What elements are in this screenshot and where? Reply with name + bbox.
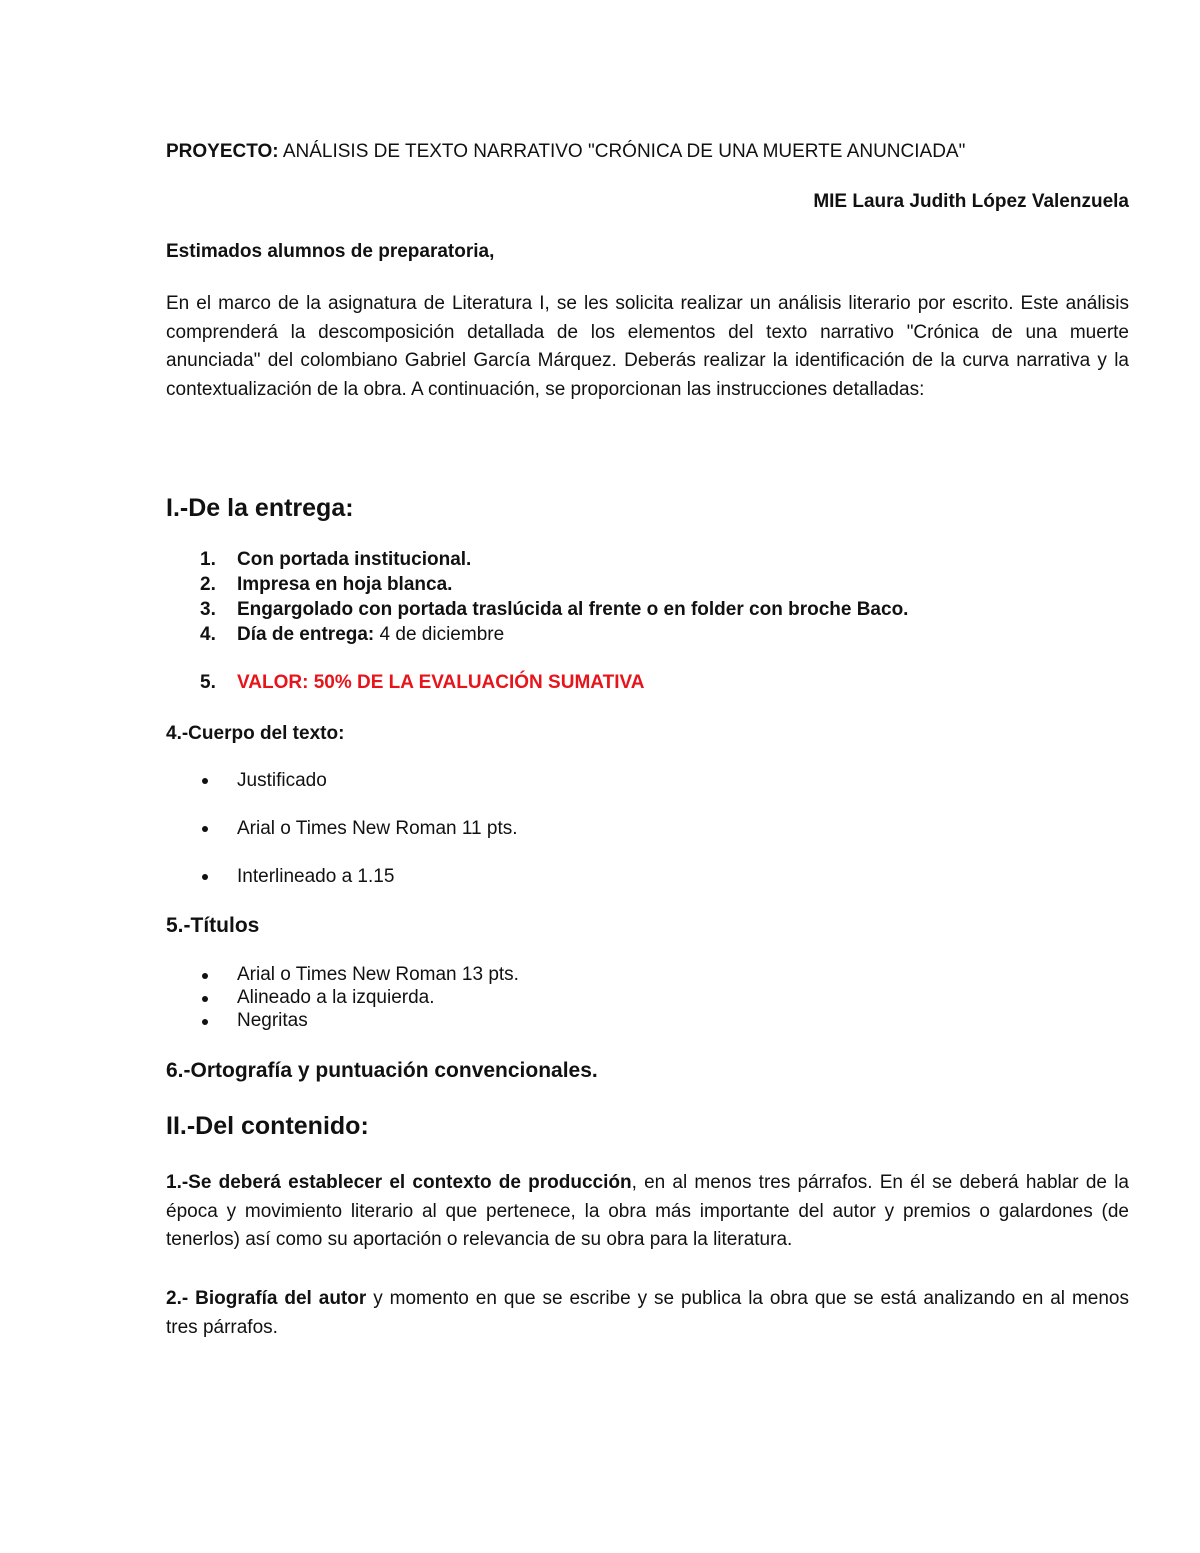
bullet-icon	[202, 1019, 208, 1025]
titles-list	[166, 963, 1129, 1032]
list-item-value: 5. VALOR: 50% DE LA EVALUACIÓN SUMATIVA	[200, 672, 645, 693]
titles-title: 5.-Títulos	[166, 914, 260, 937]
section-1-title: I.-De la entrega:	[166, 494, 354, 522]
orthography-title: 6.-Ortografía y puntuación convencionales.	[166, 1059, 598, 1082]
body-text-title: 4.-Cuerpo del texto:	[166, 723, 345, 744]
list-item: Arial o Times New Roman 13 pts.	[166, 963, 1129, 986]
list-item: Interlineado a 1.15	[166, 864, 1129, 889]
list-item: 2. Impresa en hoja blanca.	[200, 574, 453, 595]
bullet-icon	[202, 996, 208, 1002]
delivery-list	[166, 547, 1129, 695]
bullet-icon	[202, 778, 208, 784]
greeting: Estimados alumnos de preparatoria,	[166, 241, 495, 262]
list-item: Arial o Times New Roman 11 pts.	[166, 816, 1129, 841]
section-2-title: II.-Del contenido:	[166, 1112, 369, 1140]
author-name: MIE Laura Judith López Valenzuela	[813, 191, 1129, 212]
bullet-icon	[202, 874, 208, 880]
list-item: Justificado	[166, 768, 1129, 793]
list-item: 4. Día de entrega: 4 de diciembre	[200, 624, 505, 645]
list-item: Negritas	[166, 1009, 1129, 1032]
project-label: PROYECTO:	[166, 141, 279, 162]
project-title: ANÁLISIS DE TEXTO NARRATIVO "CRÓNICA DE UNA MUERTE ANUNCIADA"	[278, 141, 966, 162]
body-text-list	[166, 768, 1129, 912]
bullet-icon	[202, 826, 208, 832]
list-item: 1. Con portada institucional.	[200, 549, 472, 570]
project-heading	[166, 138, 1129, 167]
content-paragraph-1: 1.-Se deberá establecer el contexto de producción, en al menos tres párrafos. En él se deberá hablar de la época y movimiento literario al que pertenece, la obra más importante del autor y premios o galardones (de tenerlos) así como su aportación o relevancia de su obra para la literatura.	[166, 1172, 1129, 1250]
list-item: 3. Engargolado con portada traslúcida al frente o en folder con broche Baco.	[200, 599, 909, 620]
intro-paragraph: En el marco de la asignatura de Literatura I, se les solicita realizar un análisis literario por escrito. Este análisis comprenderá la descomposición detallada de los elementos del texto narrativo "Crónica de una muerte anunciada" del colombiano Gabriel García Márquez. Deberás realizar la identificación de la curva narrativa y la contextualización de la obra. A continuación, se proporcionan las instrucciones detalladas:	[166, 293, 1129, 400]
content-paragraph-2: 2.- Biografía del autor y momento en que se escribe y se publica la obra que se está analizando en al menos tres párrafos.	[166, 1288, 1129, 1338]
list-item: Alineado a la izquierda.	[166, 986, 1129, 1009]
bullet-icon	[202, 973, 208, 979]
